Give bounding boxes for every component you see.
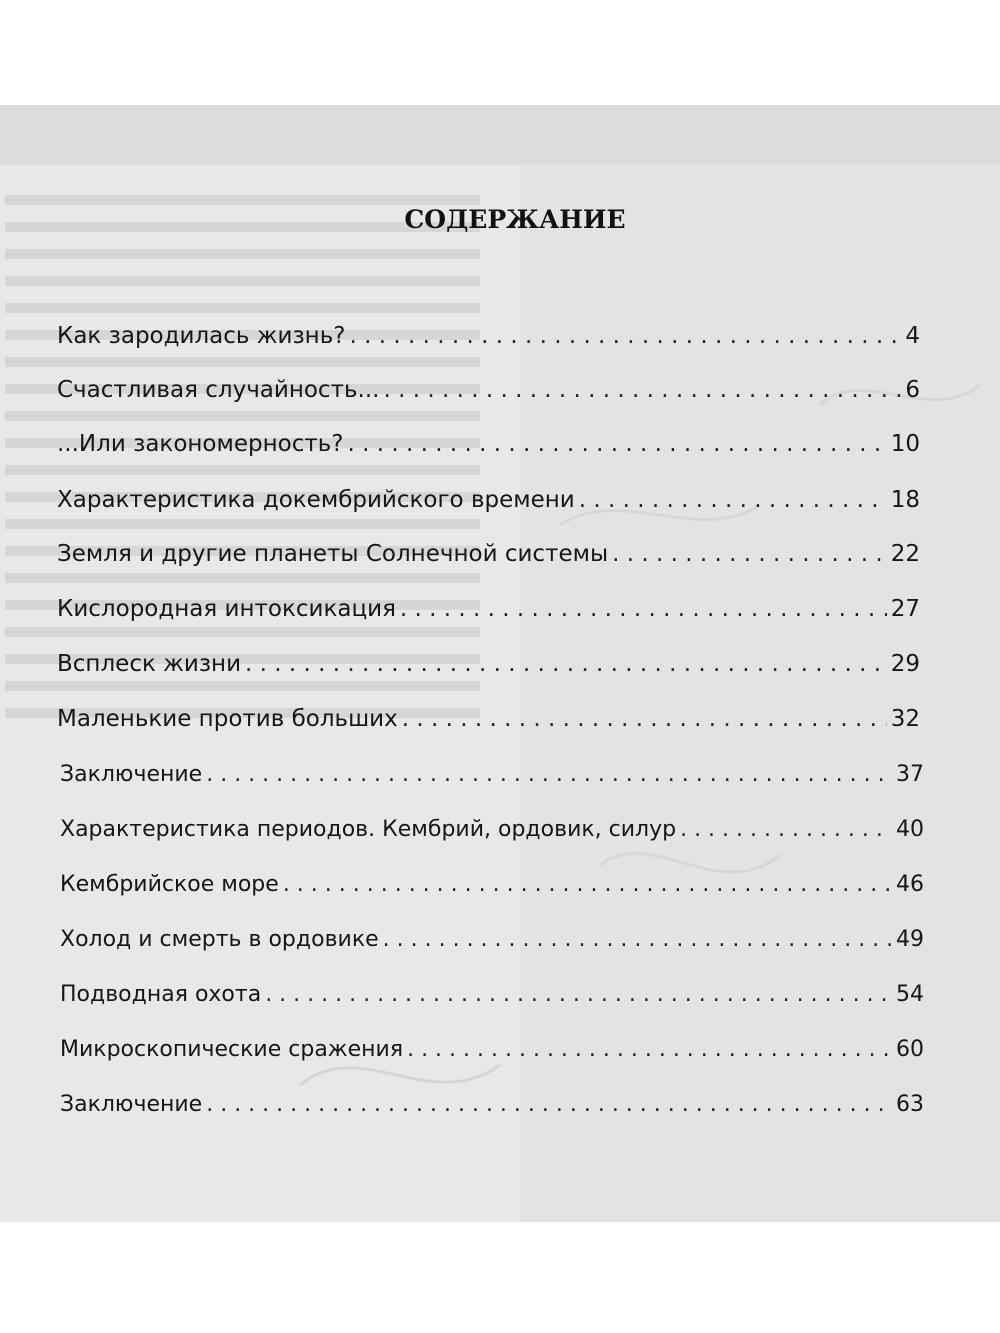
toc-entry-label: Земля и другие планеты Солнечной системы	[57, 541, 609, 567]
toc-entry-page: 54	[896, 982, 924, 1007]
toc-entry-label: Холод и смерть в ордовике	[60, 927, 379, 952]
toc-entry-page: 63	[896, 1092, 924, 1117]
toc-entry-label: Заключение	[60, 1092, 203, 1117]
toc-entry-label: Всплеск жизни	[57, 651, 242, 677]
dot-leader	[206, 1092, 892, 1117]
dot-leader	[348, 431, 887, 457]
toc-entry-label: Маленькие против больших	[57, 706, 398, 732]
toc-entry-page: 22	[890, 541, 920, 567]
dot-leader	[680, 817, 892, 842]
toc-entry-page: 27	[890, 596, 920, 622]
toc-entry-label: Подводная охота	[60, 982, 262, 1007]
dot-leader	[383, 927, 892, 952]
toc-entry-label: Как зародилась жизнь?	[57, 323, 346, 349]
toc-entry-label: ...Или закономерность?	[57, 431, 344, 457]
toc-entry	[57, 487, 920, 513]
toc-entry	[57, 377, 920, 403]
toc-entry	[57, 431, 920, 457]
toc-entry-label: Характеристика докембрийского времени	[57, 487, 575, 513]
toc-entry	[60, 762, 924, 787]
dot-leader	[407, 1037, 892, 1062]
toc-entry	[60, 982, 924, 1007]
toc-entry-page: 49	[896, 927, 924, 952]
dot-leader	[349, 323, 901, 349]
dot-leader	[400, 596, 887, 622]
toc-entry-page: 6	[905, 377, 920, 403]
toc-entry-label: Кембрийское море	[60, 872, 279, 897]
dot-leader	[579, 487, 887, 513]
page-title: СОДЕРЖАНИЕ	[404, 205, 626, 234]
scanned-page	[0, 105, 1000, 1222]
dot-leader	[206, 762, 892, 787]
toc-entry-page: 32	[890, 706, 920, 732]
toc-entry	[60, 1092, 924, 1117]
toc-entry	[60, 817, 924, 842]
toc-entry-label: Кислородная интоксикация	[57, 596, 396, 622]
toc-entry-label: Счастливая случайность...	[57, 377, 380, 403]
toc-entry	[57, 706, 920, 732]
toc-entry-page: 60	[896, 1037, 924, 1062]
dot-leader	[402, 706, 887, 732]
toc-entry-label: Характеристика периодов. Кембрий, ордовик, силур	[60, 817, 677, 842]
toc-entry	[57, 323, 920, 349]
toc-entry	[60, 872, 924, 897]
toc-entry	[60, 927, 924, 952]
toc-entry	[57, 596, 920, 622]
dot-leader	[383, 377, 901, 403]
dot-leader	[245, 651, 887, 677]
toc-entry-page: 40	[896, 817, 924, 842]
toc-entry-label: Микроскопические сражения	[60, 1037, 404, 1062]
toc-entry-label: Заключение	[60, 762, 203, 787]
table-of-contents	[0, 105, 1000, 1222]
dot-leader	[612, 541, 887, 567]
toc-entry-page: 46	[896, 872, 924, 897]
toc-entry-page: 37	[896, 762, 924, 787]
dot-leader	[265, 982, 892, 1007]
toc-entry	[57, 541, 920, 567]
toc-entry-page: 18	[890, 487, 920, 513]
toc-entry	[60, 1037, 924, 1062]
toc-entry-page: 29	[890, 651, 920, 677]
toc-entry-page: 4	[905, 323, 920, 349]
toc-entry-page: 10	[890, 431, 920, 457]
dot-leader	[283, 872, 892, 897]
toc-entry	[57, 651, 920, 677]
